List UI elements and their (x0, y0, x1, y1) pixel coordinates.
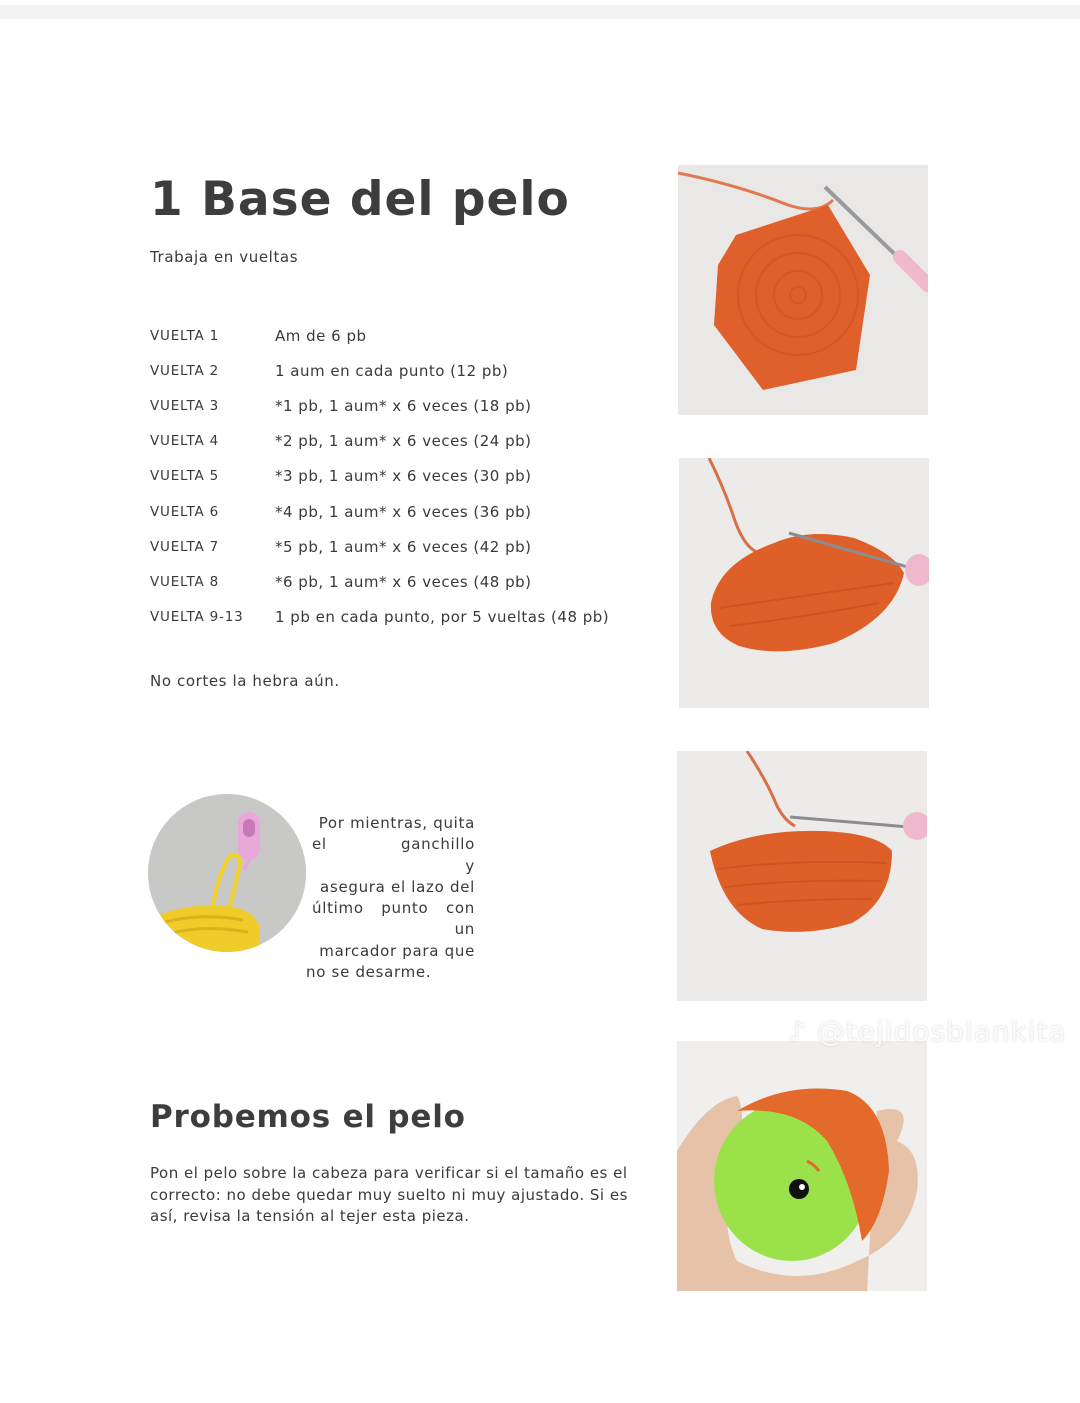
round-label: VUELTA 1 (150, 327, 220, 344)
orange-cup-with-hook-photo (677, 751, 927, 1001)
rounds-list (150, 318, 630, 635)
round-row (150, 529, 630, 564)
round-row (150, 353, 630, 388)
round-instruction: Am de 6 pb (275, 326, 367, 345)
hair-on-green-head-photo (677, 1041, 927, 1291)
round-instruction: *3 pb, 1 aum* x 6 veces (30 pb) (275, 467, 532, 486)
note-text: No cortes la hebra aún. (150, 672, 340, 690)
round-row (150, 600, 630, 635)
tip-line: Por mientras, quita (318, 814, 475, 832)
tip-line: último punto con un (312, 899, 475, 939)
round-row (150, 459, 630, 494)
tip-line: no se desarme. (306, 963, 432, 982)
round-label: VUELTA 8 (150, 573, 220, 590)
tip-line: el ganchillo y (312, 835, 475, 875)
marker-tip-text (306, 813, 475, 983)
round-label: VUELTA 4 (150, 433, 220, 450)
flat-orange-circle-photo (678, 165, 928, 415)
round-label: VUELTA 2 (150, 362, 220, 379)
stitch-marker-image (148, 794, 306, 952)
round-instruction: 1 pb en cada punto, por 5 vueltas (48 pb) (275, 608, 610, 627)
round-instruction: *5 pb, 1 aum* x 6 veces (42 pb) (275, 537, 532, 556)
tiktok-watermark: ♪ @tejidosblankita (788, 1015, 1067, 1048)
section-subtitle: Trabaja en vueltas (150, 248, 299, 266)
round-instruction: *2 pb, 1 aum* x 6 veces (24 pb) (275, 432, 532, 451)
round-label: VUELTA 6 (150, 503, 220, 520)
section2-paragraph: Pon el pelo sobre la cabeza para verificar si el tamaño es el correcto: no debe quedar muy suelto ni muy ajustado. Si es así, revisa la tensión al tejer esta pieza. (150, 1164, 628, 1225)
round-label: VUELTA 3 (150, 397, 220, 414)
round-row (150, 494, 630, 529)
round-instruction: *6 pb, 1 aum* x 6 veces (48 pb) (275, 572, 532, 591)
round-row (150, 424, 630, 459)
round-row (150, 388, 630, 423)
round-instruction: *1 pb, 1 aum* x 6 veces (18 pb) (275, 396, 532, 415)
orange-cup-side-view-photo (679, 458, 929, 708)
round-row (150, 318, 630, 353)
round-label: VUELTA 5 (150, 468, 220, 485)
round-label: VUELTA 7 (150, 538, 220, 555)
tip-line: asegura el lazo del (320, 877, 475, 896)
tip-line: marcador para que (319, 941, 475, 960)
round-label: VUELTA 9-13 (150, 609, 244, 626)
section-title: 1 Base del pelo (150, 172, 570, 227)
round-instruction: 1 aum en cada punto (12 pb) (275, 361, 509, 380)
section2-title: Probemos el pelo (150, 1099, 466, 1135)
stitch-marker-photo (148, 794, 306, 952)
round-row (150, 564, 630, 599)
top-strip (0, 5, 1080, 19)
round-instruction: *4 pb, 1 aum* x 6 veces (36 pb) (275, 502, 532, 521)
